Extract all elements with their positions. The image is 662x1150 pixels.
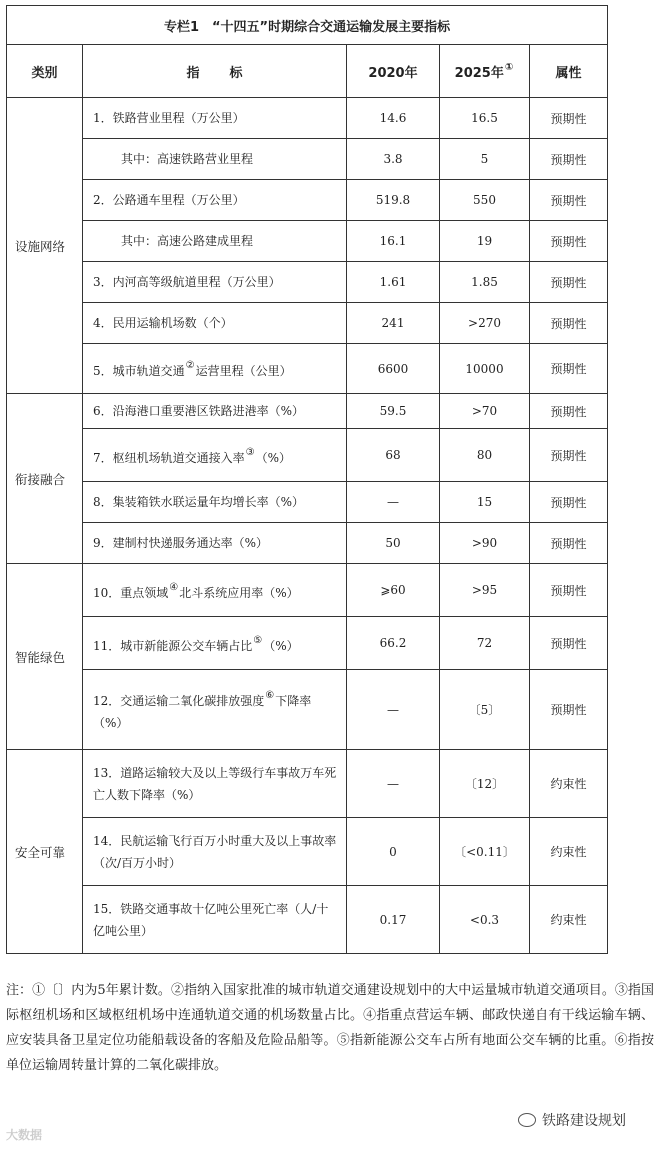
table-row: [7, 482, 608, 523]
header-attribute: 属性: [530, 45, 608, 98]
indicator-cell: 2．公路通车里程（万公里）: [83, 180, 347, 221]
category-cell: 衔接融合: [7, 394, 83, 564]
table-row: [7, 262, 608, 303]
attribute-cell: 预期性: [530, 139, 608, 180]
footnote-mark: ②: [185, 360, 195, 371]
value-2025: <0.3: [440, 886, 530, 954]
table-row: [7, 670, 608, 750]
footnote-mark: ④: [169, 581, 179, 593]
attribute-cell: 预期性: [530, 180, 608, 221]
attribute-cell: 预期性: [530, 221, 608, 262]
value-2025: 550: [440, 180, 530, 221]
table-row: [7, 139, 608, 180]
attribute-cell: 预期性: [530, 394, 608, 429]
value-2020: 519.8: [347, 180, 440, 221]
table-row: [7, 886, 608, 954]
indicator-cell: 12．交通运输二氧化碳排放强度⑥下降率（%）: [83, 670, 347, 750]
footnote-mark: ⑥: [265, 690, 275, 701]
value-2025: 5: [440, 139, 530, 180]
attribute-cell: 预期性: [530, 482, 608, 523]
value-2025: 16.5: [440, 98, 530, 139]
watermark-left: 大数据: [6, 1128, 43, 1142]
value-2020: 50: [347, 523, 440, 564]
value-2025: >90: [440, 523, 530, 564]
value-2020: 241: [347, 303, 440, 344]
attribute-cell: 预期性: [530, 344, 608, 394]
value-2020: 14.6: [347, 98, 440, 139]
value-2025: 10000: [440, 344, 530, 394]
indicator-cell: 其中：高速铁路营业里程: [83, 139, 347, 180]
value-2020: —: [347, 670, 440, 750]
value-2020: 16.1: [347, 221, 440, 262]
footnote-mark: ③: [245, 446, 255, 458]
value-2020: 0.17: [347, 886, 440, 954]
indicator-cell: 13．道路运输较大及以上等级行车事故万车死亡人数下降率（%）: [83, 750, 347, 818]
table-row: [7, 564, 608, 617]
category-cell: 安全可靠: [7, 750, 83, 954]
table-row: [7, 344, 608, 394]
value-2025: 72: [440, 617, 530, 670]
table-row: [7, 180, 608, 221]
indicator-cell: 15．铁路交通事故十亿吨公里死亡率（人/十亿吨公里）: [83, 886, 347, 954]
category-cell: 设施网络: [7, 98, 83, 394]
table-row: [7, 818, 608, 886]
header-2025: 2025年①: [440, 45, 530, 98]
header-category: 类别: [7, 45, 83, 98]
attribute-cell: 预期性: [530, 523, 608, 564]
attribute-cell: 预期性: [530, 429, 608, 482]
attribute-cell: 预期性: [530, 98, 608, 139]
footnote-mark: ①: [504, 61, 514, 73]
attribute-cell: 预期性: [530, 303, 608, 344]
header-indicator: 指标: [83, 45, 347, 98]
indicator-cell: 8．集装箱铁水联运量年均增长率（%）: [83, 482, 347, 523]
footnote-mark: ⑤: [253, 634, 263, 646]
header-2020: 2020年: [347, 45, 440, 98]
value-2020: 59.5: [347, 394, 440, 429]
indicator-cell: 其中：高速公路建成里程: [83, 221, 347, 262]
value-2025: 〔<0.11〕: [440, 818, 530, 886]
attribute-cell: 预期性: [530, 262, 608, 303]
table-row: [7, 394, 608, 429]
value-2025: 15: [440, 482, 530, 523]
indicator-cell: 1．铁路营业里程（万公里）: [83, 98, 347, 139]
attribute-cell: 预期性: [530, 564, 608, 617]
value-2025: >270: [440, 303, 530, 344]
indicator-cell: 9．建制村快递服务通达率（%）: [83, 523, 347, 564]
attribute-cell: 约束性: [530, 750, 608, 818]
value-2020: 68: [347, 429, 440, 482]
value-2025: 1.85: [440, 262, 530, 303]
value-2020: 3.8: [347, 139, 440, 180]
table-title: 专栏1 “十四五”时期综合交通运输发展主要指标: [7, 6, 608, 45]
attribute-cell: 预期性: [530, 670, 608, 750]
table-row: [7, 617, 608, 670]
wechat-icon: [518, 1113, 536, 1127]
value-2020: ⩾60: [347, 564, 440, 617]
value-2020: 66.2: [347, 617, 440, 670]
value-2020: —: [347, 750, 440, 818]
table-row: [7, 523, 608, 564]
indicator-cell: 4．民用运输机场数（个）: [83, 303, 347, 344]
indicator-cell: 10．重点领域④北斗系统应用率（%）: [83, 564, 347, 617]
indicator-cell: 6．沿海港口重要港区铁路进港率（%）: [83, 394, 347, 429]
value-2020: —: [347, 482, 440, 523]
footnotes: [6, 978, 654, 1078]
attribute-cell: 约束性: [530, 886, 608, 954]
indicator-cell: 3．内河高等级航道里程（万公里）: [83, 262, 347, 303]
indicator-cell: 5．城市轨道交通②运营里程（公里）: [83, 344, 347, 394]
value-2025: >70: [440, 394, 530, 429]
watermark-right-text: 铁路建设规划: [542, 1113, 626, 1129]
table-row: [7, 303, 608, 344]
value-2025: 〔12〕: [440, 750, 530, 818]
attribute-cell: 预期性: [530, 617, 608, 670]
table-row: [7, 221, 608, 262]
indicator-cell: 11．城市新能源公交车辆占比⑤（%）: [83, 617, 347, 670]
watermark-right: [518, 1110, 626, 1130]
value-2025: 〔5〕: [440, 670, 530, 750]
value-2025: 19: [440, 221, 530, 262]
indicator-cell: 14．民航运输飞行百万小时重大及以上事故率（次/百万小时）: [83, 818, 347, 886]
indicators-table: [6, 5, 608, 954]
category-cell: 智能绿色: [7, 564, 83, 750]
value-2020: 1.61: [347, 262, 440, 303]
value-2020: 6600: [347, 344, 440, 394]
footnotes-text: 注：①〔〕内为5年累计数。②指纳入国家批准的城市轨道交通建设规划中的大中运量城市轨道交通项目。③指国际枢纽机场和区域枢纽机场中连通轨道交通的机场数量占比。④指重点营运车辆、邮政快递自有干线运输车辆、应安装具备卫星定位功能船载设备的客船及危险品船等。⑤指新能源公交车占所有地面公交车辆的比重。⑥指按单位运输周转量计算的二氧化碳排放。: [6, 983, 654, 1073]
value-2020: 0: [347, 818, 440, 886]
indicator-cell: 7．枢纽机场轨道交通接入率③（%）: [83, 429, 347, 482]
value-2025: >95: [440, 564, 530, 617]
table-row: [7, 429, 608, 482]
value-2025: 80: [440, 429, 530, 482]
table-row: [7, 750, 608, 818]
attribute-cell: 约束性: [530, 818, 608, 886]
table-row: [7, 98, 608, 139]
